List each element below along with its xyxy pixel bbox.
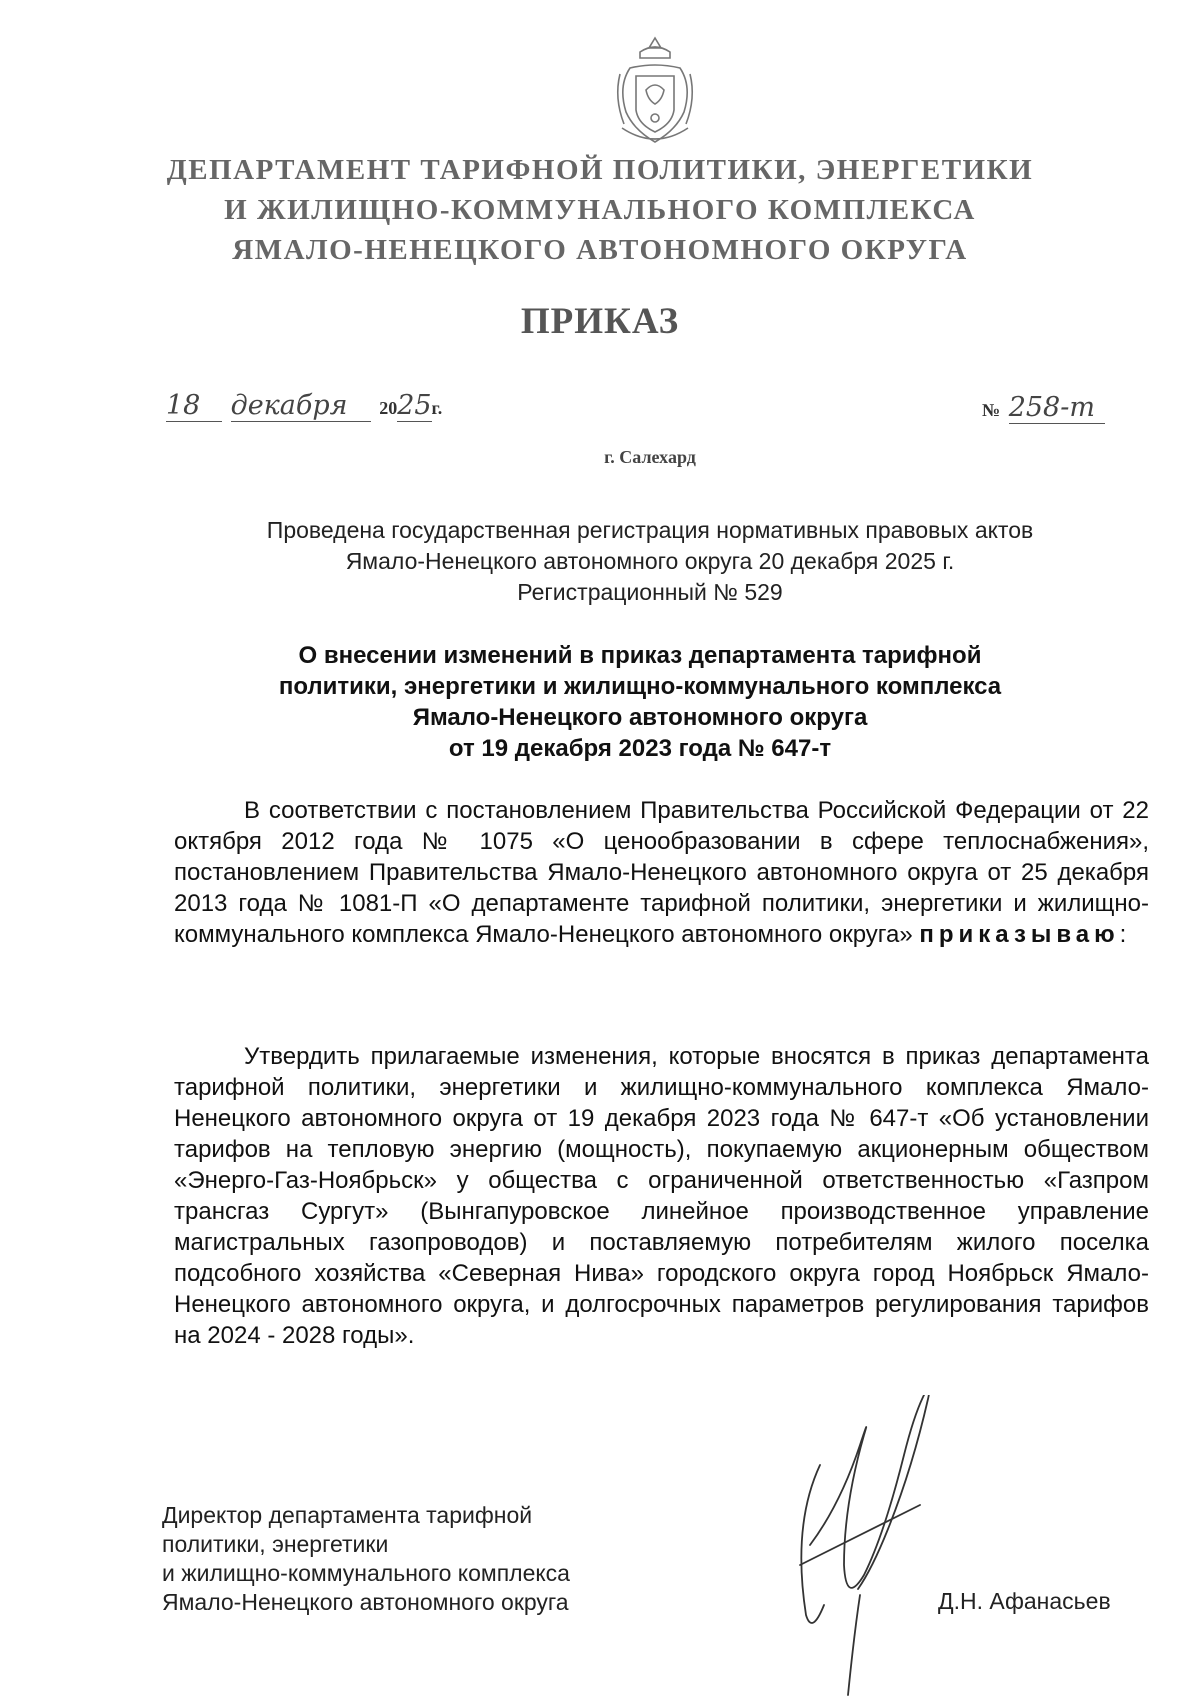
date-year-unit: г. [431, 398, 443, 418]
registration-line: Ямало-Ненецкого автономного округа 20 декабря 2025 г. [345, 548, 955, 574]
date-month: декабря [231, 390, 371, 422]
order-subject [180, 640, 1100, 764]
signer-title-line: Ямало-Ненецкого автономного округа [162, 1589, 569, 1615]
document-type-title: ПРИКАЗ [520, 301, 680, 342]
subject-line: от 19 декабря 2023 года № 647-т [448, 735, 832, 762]
registration-line: Проведена государственная регистрация нормативных правовых актов [266, 517, 1034, 543]
registration-note [100, 515, 1200, 608]
number-value: 258-т [1009, 392, 1105, 424]
registration-line: Регистрационный № 529 [517, 579, 783, 605]
date-year-prefix: 20 [379, 398, 398, 418]
order-paragraph: Утвердить прилагаемые изменения, которые вносятся в приказ департамента тарифной политики, энергетики и жилищно-коммунального комплекса Ямало-Ненецкого автономного округа от 19 декабря 2023 года № 647-т «Об установлении тарифов на тепловую энергию (мощность), покупаемую акционерным обществом «Энерго-Газ-Ноябрьск» у общества с ограниченной ответственностью «Газпром трансгаз Сургут» (Вынгапуровское линейное производственное управление магистральных газопроводов) и поставляемую потребителям жилого поселка подсобного хозяйства «Северная Нива» городского округа город Ноябрьск Ямало-Ненецкого автономного округа, и долгосрочных параметров регулирования тарифов на 2024 - 2028 годы». [174, 1043, 1149, 1349]
preamble-paragraph [174, 795, 1149, 950]
date-day: 18 [166, 390, 222, 422]
signer-title [162, 1501, 722, 1617]
subject-line: Ямало-Ненецкого автономного округа [412, 704, 868, 731]
department-line: ДЕПАРТАМЕНТ ТАРИФНОЙ ПОЛИТИКИ, ЭНЕРГЕТИКИ [166, 154, 1034, 186]
signer-title-line: и жилищно-коммунального комплекса [162, 1560, 570, 1586]
department-line: ЯМАЛО-НЕНЕЦКОГО АВТОНОМНОГО ОКРУГА [232, 234, 968, 266]
order-date [166, 390, 442, 422]
order-keyword: приказываю [919, 921, 1120, 948]
department-line: И ЖИЛИЩНО-КОММУНАЛЬНОГО КОМПЛЕКСА [224, 194, 976, 226]
signer-title-line: Директор департамента тарифной [162, 1502, 533, 1528]
coat-of-arms-emblem [612, 34, 698, 154]
department-name [0, 150, 1200, 270]
date-year-suffix: 25 [397, 390, 432, 421]
handwritten-signature [760, 1395, 990, 1705]
order-number [982, 392, 1105, 424]
subject-line: политики, энергетики и жилищно-коммунального комплекса [278, 673, 1002, 700]
city-label: г. Салехард [604, 447, 696, 467]
signer-name: Д.Н. Афанасьев [938, 1588, 1111, 1614]
preamble-text: В соответствии с постановлением Правительства Российской Федерации от 22 октября 2012 года № 1075 «О ценообразовании в сфере теплоснабжения», постановлением Правительства Ямало-Ненецкого автономного округа от 25 декабря 2013 года № 1081-П «О департаменте тарифной политики, энергетики и жилищно-коммунального комплекса Ямало-Ненецкого автономного округа» [174, 797, 1149, 948]
signer-title-line: политики, энергетики [162, 1531, 389, 1557]
subject-line: О внесении изменений в приказ департамента тарифной [298, 642, 982, 669]
preamble-colon: : [1119, 921, 1127, 948]
number-sign: № [982, 400, 1001, 420]
